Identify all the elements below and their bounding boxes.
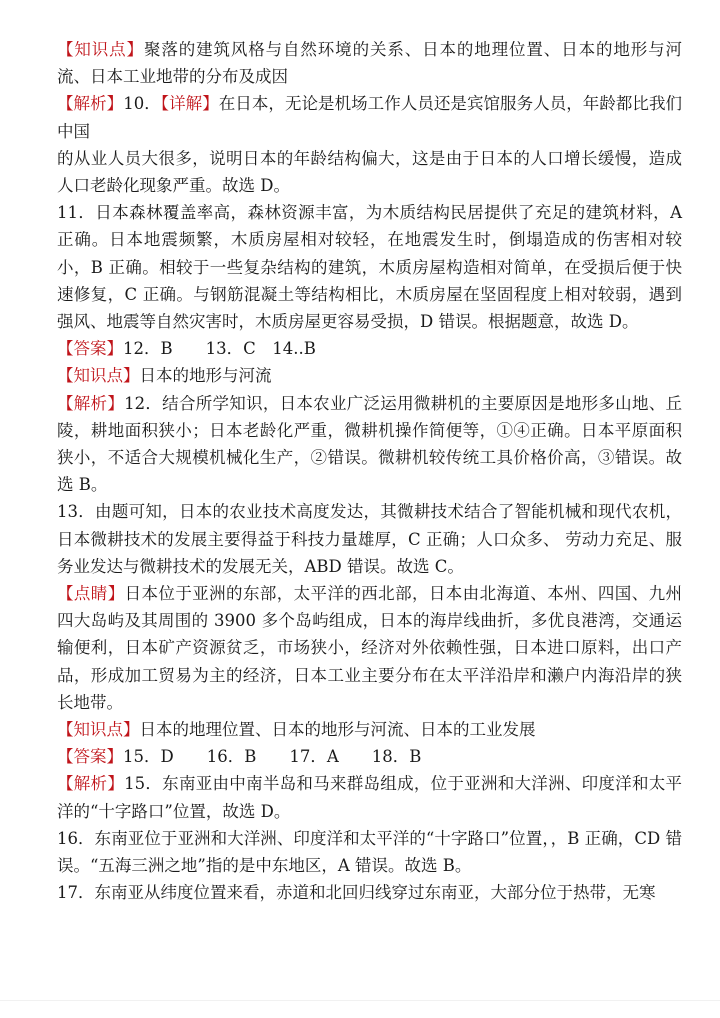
- paragraph-analysis-10-cont: [57, 145, 682, 199]
- paragraph-analysis-15: [57, 770, 682, 824]
- document-page: [57, 36, 682, 907]
- paragraph-text: 15．D 16．B 17．A 18．B: [123, 747, 422, 767]
- paragraph-key-point: [57, 580, 682, 716]
- tag-label: 【解析】: [57, 774, 125, 794]
- paragraph-text: 12．结合所学知识，日本农业广泛运用微耕机的主要原因是地形多山地、丘陵，耕地面积狭小；日本老龄化严重，微耕机操作简便等，①④正确。日本平原面积狭小，不适合大规模机械化生产，②错误。微耕机较传统工具价格价高，③错误。故选 B。: [57, 393, 683, 495]
- paragraph-text: 15．东南亚由中南半岛和马来群岛组成，位于亚洲和大洋洲、印度洋和太平洋的“十字路口”位置，故选 D。: [57, 774, 683, 821]
- paragraph-text: 日本的地理位置、日本的地形与河流、日本的工业发展: [139, 720, 536, 740]
- paragraph-text: 12．B 13．C 14..B: [123, 339, 316, 359]
- paragraph-analysis-16: [57, 825, 682, 879]
- paragraph-knowledge-1: [57, 36, 682, 90]
- tag-label: 【解析】: [57, 94, 124, 114]
- paragraph-text: 的从业人员大很多，说明日本的年龄结构偏大，这是由于日本的人口增长缓慢，造成人口老龄化现象严重。故选 D。: [57, 148, 682, 196]
- tag-label: 【点睛】: [57, 584, 125, 604]
- tag-label: 【知识点】: [57, 366, 140, 386]
- tag-label: 【解析】: [57, 393, 125, 413]
- paragraph-analysis-11: [57, 199, 682, 335]
- paragraph-analysis-10: [57, 90, 682, 144]
- paragraph-analysis-13: [57, 498, 682, 580]
- paragraph-text: 16．东南亚位于亚洲和大洋洲、印度洋和太平洋的“十字路口”位置，，B 正确，CD 错误。“五海三洲之地”指的是中东地区，A 错误。故选 B。: [57, 828, 682, 876]
- paragraph-answer-15-18: [57, 743, 682, 770]
- paragraph-text: 聚落的建筑风格与自然环境的关系、日本的地理位置、日本的地形与河流、日本工业地带的分布及成因: [57, 40, 683, 87]
- page-bottom-edge: [0, 1000, 720, 1001]
- paragraph-text-detail: 在日本，无论是机场工作人员还是宾馆服务人员，年龄都比我们中国: [57, 94, 683, 141]
- tag-label: 【答案】: [57, 747, 123, 767]
- tag-label-detail: 【详解】: [160, 94, 219, 114]
- tag-label: 【知识点】: [57, 40, 144, 59]
- tag-label: 【答案】: [57, 339, 123, 359]
- paragraph-knowledge-3: [57, 716, 682, 743]
- paragraph-analysis-12: [57, 390, 682, 499]
- paragraph-text: 11．日本森林覆盖率高，森林资源丰富，为木质结构民居提供了充足的建筑材料，A 正确。日本地震频繁，木质房屋相对较轻，在地震发生时，倒塌造成的伤害相对较小，B 正确。相较于一些复杂结构的建筑，木质房屋构造相对简单，在受损后便于快速修复，C 正确。与钢筋混凝土等结构相比，木质房屋在坚固程度上相对较弱，遇到强风、地震等自然灾害时，木质房屋更容易受损，D 错误。根据题意，故选 D。: [57, 203, 682, 332]
- paragraph-knowledge-2: [57, 362, 682, 389]
- paragraph-text: 日本位于亚洲的东部，太平洋的西北部，日本由北海道、本州、四国、九州四大岛屿及其周围的 3900 多个岛屿组成，日本的海岸线曲折，多优良港湾，交通运输便利，日本矿产资源贫乏，市场狭小，经济对外依赖性强，日本进口原料，出口产品，形成加工贸易为主的经济，日本工业主要分布在太平洋沿岸和濑户内海沿岸的狭长地带。: [57, 584, 683, 712]
- paragraph-text: 17．东南亚从纬度位置来看，赤道和北回归线穿过东南亚，大部分位于热带，无寒: [57, 883, 656, 903]
- paragraph-text: 日本的地形与河流: [139, 366, 272, 386]
- paragraph-text: 10．: [123, 94, 161, 114]
- tag-label: 【知识点】: [57, 720, 140, 740]
- paragraph-text: 13．由题可知，日本的农业技术高度发达，其微耕技术结合了智能机械和现代农机，日本微耕技术的发展主要得益于科技力量雄厚，C 正确；人口众多、 劳动力充足、服务业发达与微耕技术的发展无关，ABD 错误。故选 C。: [57, 502, 682, 576]
- paragraph-analysis-17: [57, 879, 682, 906]
- paragraph-answer-12-14: [57, 335, 682, 362]
